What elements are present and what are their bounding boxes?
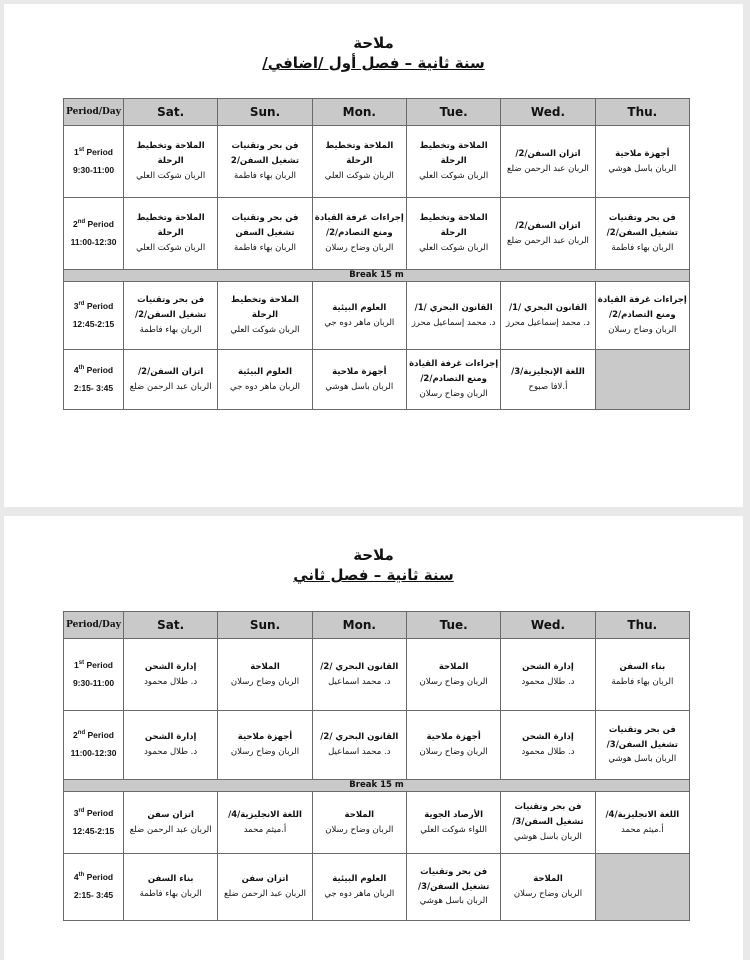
period-row [64, 854, 690, 921]
period-suffix: nd [77, 218, 86, 225]
course-name: اللغة الانجليزية/4/ [605, 809, 680, 820]
schedule-table [63, 611, 690, 921]
period-label-cell [64, 792, 124, 854]
day-header: Sun. [218, 612, 312, 639]
course-name: العلوم البيئية [237, 366, 292, 377]
day-header: Thu. [595, 612, 689, 639]
period-row [64, 126, 690, 198]
period-suffix: rd [78, 300, 85, 307]
period-label-cell [64, 198, 124, 270]
period-suffix: st [78, 146, 85, 153]
class-cell [501, 126, 595, 198]
class-cell [406, 792, 500, 854]
course-name: الملاحة وتخطيط الرحلة [231, 295, 299, 321]
period-word: Period [86, 364, 114, 375]
course-name: إدارة الشحن [144, 661, 197, 672]
class-cell [312, 639, 406, 711]
period-number: 4 [73, 872, 79, 883]
class-cell [218, 126, 312, 198]
period-number: 2 [73, 730, 78, 741]
class-cell [218, 350, 312, 410]
period-label-cell [64, 126, 124, 198]
course-name: فن بحر وتقنيات تشغيل السفن/3/ [606, 724, 678, 750]
instructor-name: الربان باسل هوشي [325, 381, 394, 392]
schedule-table [63, 98, 690, 410]
class-cell [595, 792, 689, 854]
class-cell [595, 282, 689, 350]
course-name: الملاحة وتخطيط الرحلة [136, 213, 205, 239]
class-cell [595, 198, 689, 270]
course-name: بناء السفن [619, 661, 666, 672]
instructor-name: الربان بهاء فاطمة [139, 889, 202, 899]
period-row [64, 282, 690, 350]
period-row [64, 711, 690, 780]
course-name: العلوم البيئية [332, 874, 387, 885]
period-number: 1 [74, 146, 79, 157]
course-name: اتزان السفن/2/ [138, 366, 204, 377]
class-cell [124, 792, 218, 854]
course-name: اللغة الإنجليزية/3/ [511, 366, 585, 377]
instructor-name: الربان بهاء فاطمة [233, 170, 296, 181]
course-name: اتزان سفن [147, 809, 194, 820]
empty-cell [595, 854, 689, 921]
instructor-name: الربان ماهر دوه جي [230, 381, 300, 392]
period-time: 11:00-12:30 [70, 748, 117, 758]
instructor-name: اللواء شوكت العلي [420, 824, 488, 835]
course-name: إجراءات غرفة القيادة ومنع التصادم/2/ [597, 295, 687, 321]
corner-header: Period/Day [64, 612, 124, 639]
day-header: Wed. [501, 99, 595, 126]
instructor-name: الربان شوكت العلي [136, 242, 206, 253]
instructor-name: الربان بهاء فاطمة [233, 242, 296, 253]
course-name: فن بحر وتقنيات تشغيل السفن/2/ [606, 213, 678, 239]
instructor-name: الربان باسل هوشي [514, 831, 582, 842]
day-header: Mon. [312, 612, 406, 639]
course-name: اتزان السفن/2/ [515, 148, 581, 159]
corner-header: Period/Day [64, 99, 124, 126]
class-cell [312, 350, 406, 410]
class-cell [124, 282, 218, 350]
course-name: إجراءات غرفة القيادة ومنع التصادم/2/ [409, 359, 499, 385]
period-suffix: nd [77, 730, 86, 737]
period-word: Period [86, 872, 114, 883]
class-cell [124, 854, 218, 921]
schedule-page-1 [4, 4, 743, 507]
class-cell [501, 350, 595, 410]
class-cell [501, 282, 595, 350]
course-name: أجهزة ملاحية [332, 366, 387, 377]
course-name: اللغة الانجليزية/4/ [228, 809, 302, 820]
period-suffix: th [78, 872, 85, 879]
class-cell [218, 639, 312, 711]
empty-cell [595, 350, 689, 410]
period-word: Period [86, 659, 113, 670]
course-name: إدارة الشحن [144, 732, 197, 743]
day-header: Mon. [312, 99, 406, 126]
period-word: Period [87, 730, 114, 741]
course-name: الملاحة وتخطيط الرحلة [136, 141, 205, 167]
instructor-name: أ.لافا صبوح [528, 381, 568, 392]
period-number: 1 [74, 659, 79, 670]
course-name: إجراءات غرفة القيادة ومنع التصادم/2/ [314, 213, 404, 239]
instructor-name: الربان شوكت العلي [419, 170, 489, 181]
course-name: الملاحة [438, 661, 469, 672]
course-name: الملاحة [344, 809, 375, 820]
course-name: فن بحر وتقنيات تشغيل السفن/3/ [512, 802, 584, 828]
instructor-name: الربان باسل هوشي [608, 754, 677, 765]
class-cell [406, 854, 500, 921]
class-cell [406, 639, 500, 711]
instructor-name: الربان ماهر دوه جي [324, 317, 395, 328]
course-name: الملاحة [250, 661, 280, 672]
instructor-name: د. محمد إسماعيل محرز [506, 317, 590, 328]
page-subtitle: سنة ثانية – فصل أول /اضافي/ [262, 54, 485, 72]
class-cell [218, 792, 312, 854]
period-number: 3 [73, 807, 79, 818]
class-cell [124, 639, 218, 711]
page-title: ملاحة [353, 546, 394, 564]
instructor-name: الربان باسل هوشي [419, 896, 488, 907]
class-cell [124, 711, 218, 780]
period-label-cell [64, 282, 124, 350]
course-name: فن بحر وتقنيات تشغيل السفن/2 [230, 141, 300, 167]
course-name: فن بحر وتقنيات تشغيل السفن [231, 213, 299, 239]
day-header: Thu. [595, 99, 689, 126]
class-cell [595, 126, 689, 198]
class-cell [595, 639, 689, 711]
day-header: Sun. [218, 99, 312, 126]
instructor-name: الربان وضاح رسلان [513, 889, 583, 899]
period-row [64, 350, 690, 410]
day-header: Sat. [124, 612, 218, 639]
course-name: العلوم البيئية [332, 302, 387, 313]
class-cell [406, 282, 500, 350]
header-row [64, 99, 690, 126]
period-time: 9:30-11:00 [72, 164, 115, 175]
instructor-name: د. محمد اسماعيل [328, 747, 391, 757]
course-name: بناء السفن [147, 874, 194, 885]
class-cell [312, 282, 406, 350]
class-cell [312, 854, 406, 921]
day-header: Wed. [501, 612, 595, 639]
instructor-name: أ.ميثم محمد [621, 824, 664, 835]
instructor-name: الربان وضاح رسلان [419, 676, 488, 687]
class-cell [406, 198, 500, 270]
period-time: 12:45-2:15 [72, 825, 115, 836]
period-time: 11:00-12:30 [70, 236, 117, 247]
instructor-name: الربان عبد الرحمن ضلع [224, 889, 306, 899]
instructor-name: الربان باسل هوشي [608, 163, 677, 174]
course-name: الملاحة وتخطيط الرحلة [419, 213, 488, 239]
instructor-name: د. طلال محمود [521, 676, 575, 687]
instructor-name: الربان بهاء فاطمة [611, 242, 674, 253]
course-name: القانون البحري /2/ [320, 732, 399, 743]
period-number: 4 [73, 364, 79, 375]
instructor-name: الربان وضاح رسلان [325, 824, 394, 835]
period-row [64, 792, 690, 854]
instructor-name: د. محمد إسماعيل محرز [411, 317, 496, 328]
break-row [64, 270, 690, 282]
period-time: 2:15- 3:45 [73, 382, 114, 393]
course-name: فن بحر وتقنيات تشغيل السفن/3/ [417, 866, 490, 892]
course-name: فن بحر وتقنيات تشغيل السفن/2/ [135, 295, 207, 321]
period-row [64, 198, 690, 270]
course-name: إدارة الشحن [522, 732, 574, 743]
day-header: Sat. [124, 99, 218, 126]
instructor-name: الربان وضاح رسلان [419, 747, 488, 757]
period-label-cell [64, 711, 124, 780]
period-suffix: th [78, 364, 85, 371]
period-label-cell [64, 639, 124, 711]
class-cell [595, 711, 689, 780]
class-cell [124, 198, 218, 270]
period-suffix: rd [78, 807, 85, 814]
instructor-name: أ.ميثم محمد [243, 824, 287, 835]
course-name: إدارة الشحن [522, 661, 574, 672]
class-cell [501, 711, 595, 780]
instructor-name: الربان وضاح رسلان [325, 242, 394, 253]
class-cell [406, 711, 500, 780]
schedule-page-2 [4, 516, 743, 960]
header-row [64, 612, 690, 639]
course-name: القانون البحري /2/ [320, 661, 399, 672]
period-row [64, 639, 690, 711]
day-header: Tue. [406, 99, 500, 126]
instructor-name: د. طلال محمود [144, 747, 198, 757]
break-label: Break 15 m [64, 270, 690, 282]
instructor-name: الربان عبد الرحمن ضلع [129, 824, 212, 835]
period-word: Period [87, 218, 114, 229]
instructor-name: د. طلال محمود [144, 676, 198, 687]
instructor-name: الربان شوكت العلي [324, 170, 394, 181]
break-label: Break 15 m [64, 780, 690, 792]
period-label-cell [64, 854, 124, 921]
period-time: 2:15- 3:45 [73, 890, 114, 900]
instructor-name: الربان بهاء فاطمة [611, 676, 674, 687]
instructor-name: الربان عبد الرحمن ضلع [129, 381, 212, 392]
class-cell [406, 350, 500, 410]
course-name: القانون البحري /1/ [508, 302, 587, 313]
class-cell [312, 792, 406, 854]
class-cell [501, 792, 595, 854]
instructor-name: الربان وضاح رسلان [230, 676, 300, 687]
period-word: Period [86, 146, 113, 157]
period-suffix: st [78, 659, 85, 666]
class-cell [406, 126, 500, 198]
instructor-name: الربان عبد الرحمن ضلع [507, 235, 589, 246]
period-word: Period [86, 300, 114, 311]
period-time: 9:30-11:00 [72, 677, 115, 688]
class-cell [501, 854, 595, 921]
instructor-name: د. محمد اسماعيل [328, 676, 391, 687]
break-row [64, 780, 690, 792]
day-header: Tue. [406, 612, 500, 639]
course-name: اتزان سفن [241, 874, 289, 885]
course-name: الأرصاد الجوية [424, 809, 484, 820]
class-cell [218, 711, 312, 780]
instructor-name: الربان شوكت العلي [419, 242, 489, 253]
class-cell [501, 198, 595, 270]
class-cell [218, 198, 312, 270]
class-cell [312, 711, 406, 780]
page-title: ملاحة [353, 34, 394, 52]
period-label-cell [64, 350, 124, 410]
instructor-name: الربان عبد الرحمن ضلع [507, 163, 589, 174]
course-name: الملاحة [533, 874, 563, 885]
class-cell [124, 350, 218, 410]
instructor-name: الربان وضاح رسلان [419, 388, 488, 399]
course-name: الملاحة وتخطيط الرحلة [419, 141, 488, 167]
page-subtitle: سنة ثانية – فصل ثاني [293, 566, 454, 584]
class-cell [312, 126, 406, 198]
class-cell [312, 198, 406, 270]
instructor-name: الربان شوكت العلي [230, 324, 300, 335]
instructor-name: د. طلال محمود [521, 747, 575, 757]
course-name: القانون البحري /1/ [414, 302, 493, 313]
class-cell [501, 639, 595, 711]
course-name: أجهزة ملاحية [237, 732, 293, 743]
course-name: أجهزة ملاحية [426, 732, 481, 743]
period-number: 2 [73, 218, 78, 229]
instructor-name: الربان بهاء فاطمة [139, 324, 202, 335]
period-number: 3 [73, 300, 79, 311]
instructor-name: الربان ماهر دوه جي [324, 889, 395, 899]
period-word: Period [86, 807, 114, 818]
class-cell [218, 282, 312, 350]
instructor-name: الربان شوكت العلي [136, 170, 206, 181]
course-name: أجهزة ملاحية [615, 148, 670, 159]
class-cell [218, 854, 312, 921]
instructor-name: الربان وضاح رسلان [608, 324, 677, 335]
course-name: اتزان السفن/2/ [515, 220, 581, 231]
class-cell [124, 126, 218, 198]
course-name: الملاحة وتخطيط الرحلة [325, 141, 394, 167]
period-time: 12:45-2:15 [72, 318, 115, 329]
instructor-name: الربان وضاح رسلان [230, 747, 300, 757]
